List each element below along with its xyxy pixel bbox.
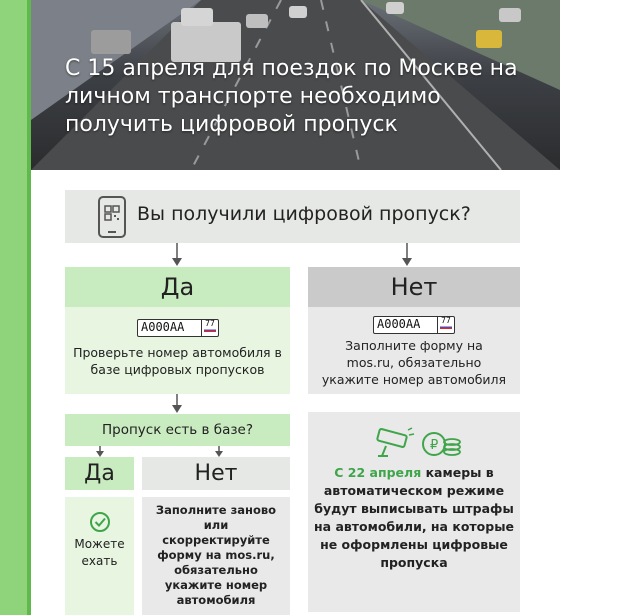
right-margin [560,0,640,615]
camera-coins-icon [372,422,462,462]
hero-title: С 15 апреля для поездок по Москве на личном транспорте необходимо получить цифровой пропуск [65,56,518,137]
plate-number: А000АА [377,317,421,331]
flag-icon [204,328,216,332]
sub-question: Пропуск есть в базе? [65,414,290,446]
hero-banner [31,0,560,170]
svg-text:₽: ₽ [430,438,439,453]
sub-no-header: Нет [142,457,290,490]
plate-number: А000АА [141,320,185,334]
no-panel-text: Заполните форму на mos.ru, обязательно укажите номер автомобиля [321,338,507,387]
license-plate [137,319,219,337]
arrow-down-icon [171,243,183,267]
sub-yes-text: Можете ехать [74,537,125,568]
arrow-down-icon [171,392,183,414]
sub-no-text: Заполните заново или скорректируйте форму на mos.ru, обязательно укажите номер автомобиля [155,503,277,607]
cameras-text [308,464,520,572]
flag-icon [440,325,452,329]
check-circle-icon [89,511,111,533]
plate-region: 77 [437,316,454,333]
sub-no-panel [142,497,290,615]
sub-yes-panel [65,497,134,615]
yes-header: Да [65,267,290,307]
license-plate [373,316,455,334]
arrow-down-icon [401,243,413,267]
left-accent-bar [0,0,31,615]
no-panel [308,307,520,394]
sub-yes-header: Да [65,457,134,490]
question-text: Вы получили цифровой пропуск? [137,203,471,225]
cameras-panel [308,412,520,612]
no-header: Нет [308,267,520,307]
question-box [65,190,520,243]
yes-panel-text: Проверьте номер автомобиля в базе цифровых пропусков [73,345,282,377]
cameras-date: С 22 апреля [334,465,422,480]
cameras-description: камеры в автоматическом режиме будут выписывать штрафы на автомобили, на которые не оформлены цифровые пропуска [314,465,514,570]
yes-panel [65,307,290,394]
plate-region: 77 [201,319,218,336]
phone-qr-icon [97,195,127,239]
